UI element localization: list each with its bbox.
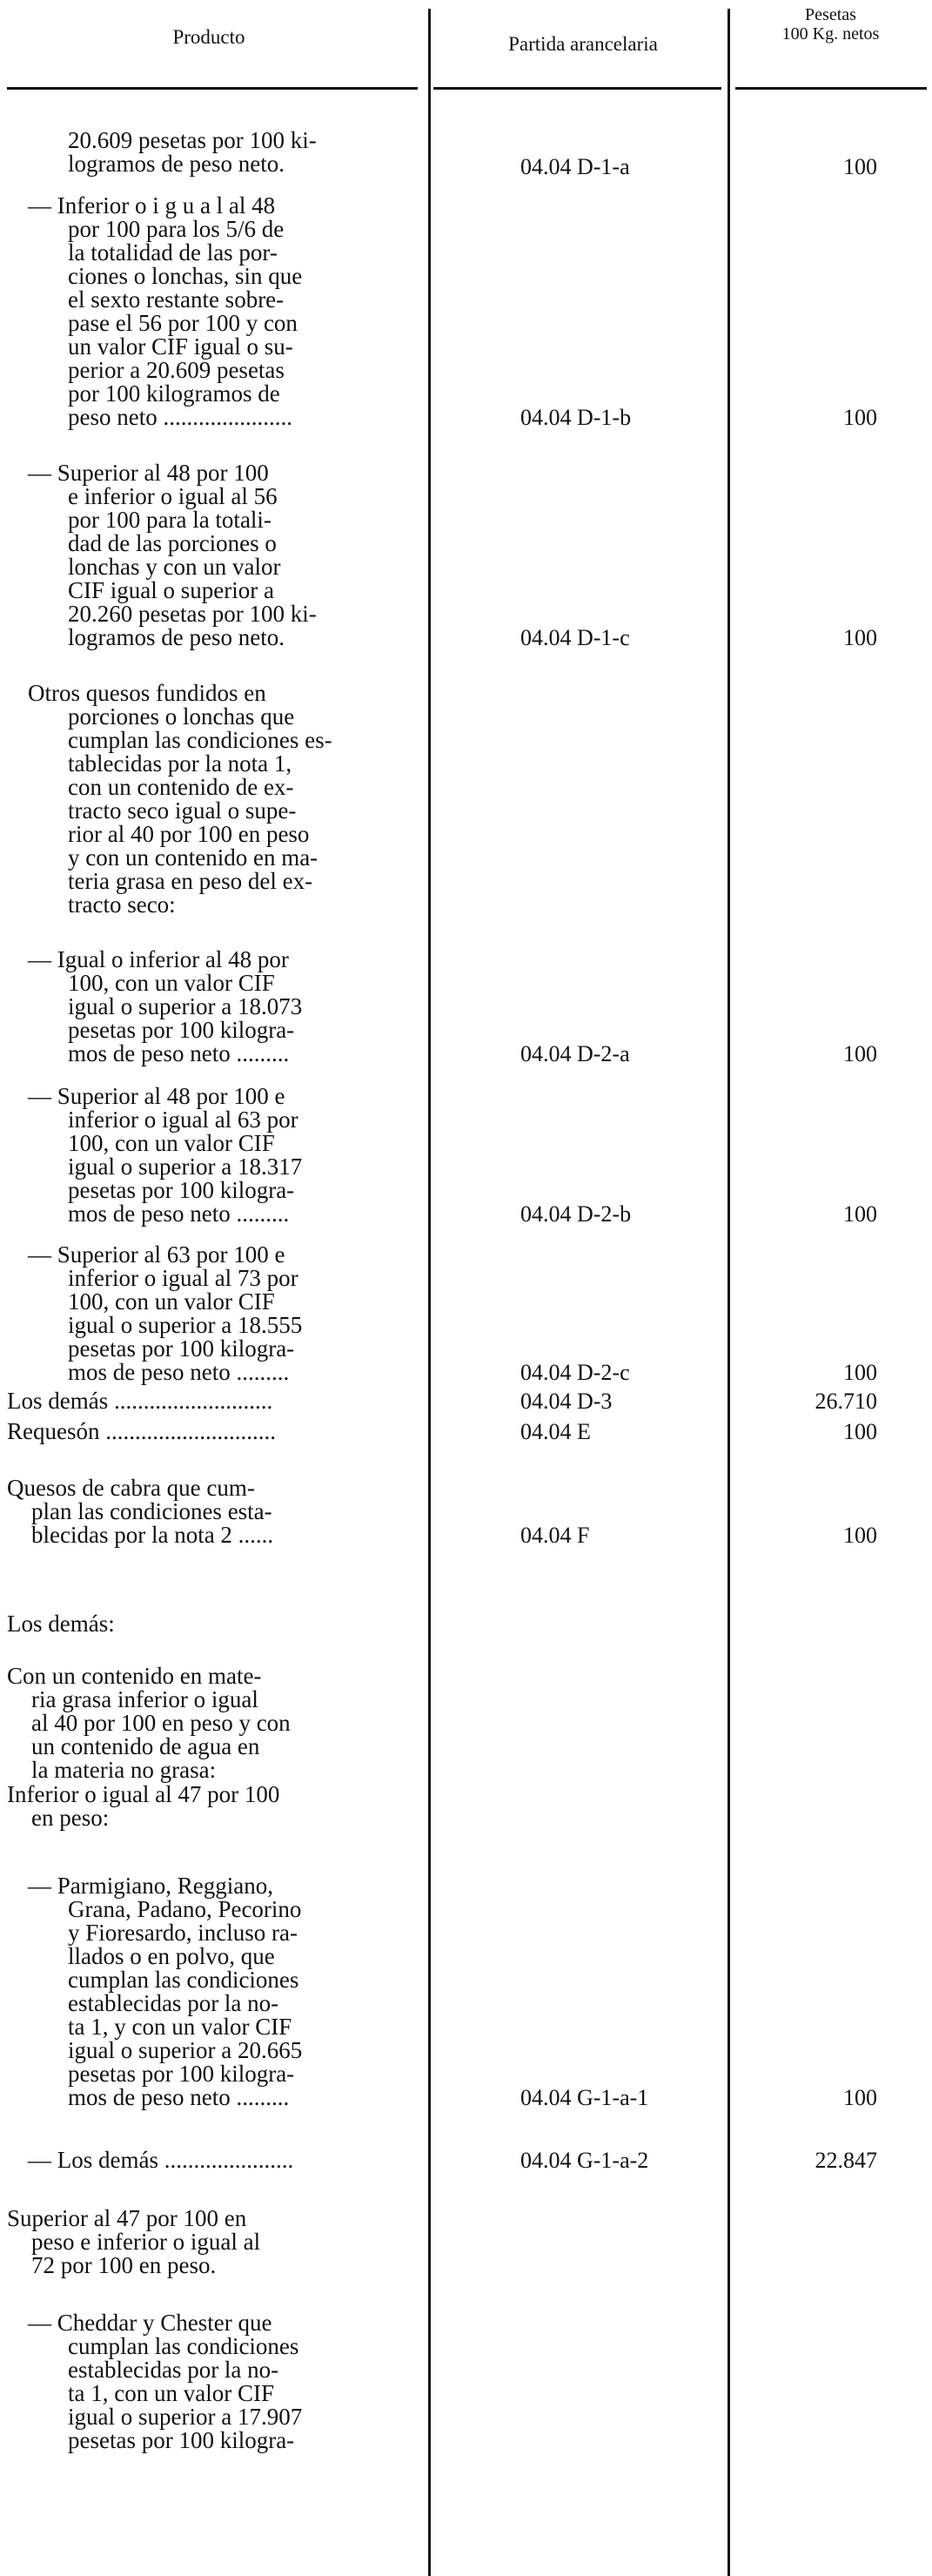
pesetas-value: 26.710 [815, 1389, 877, 1414]
product-text-line: ta 1, con un valor CIF [68, 2380, 274, 2406]
product-text-line: inferior o igual al 73 por [68, 1265, 298, 1291]
product-text-line: lonchas y con un valor [68, 554, 281, 580]
pesetas-value: 100 [843, 1201, 877, 1227]
partida-code: 04.04 D-1-b [520, 405, 632, 430]
product-text-line: pesetas por 100 kilogra- [68, 1177, 295, 1203]
product-text-line: mos de peso neto ......... [68, 2084, 290, 2110]
product-text-line: pesetas por 100 kilogra- [68, 2427, 295, 2453]
product-text-line: perior a 20.609 pesetas [68, 357, 285, 383]
product-text-line: peso neto ...................... [68, 404, 292, 430]
product-text-line: — Los demás ...................... [28, 2147, 294, 2173]
product-text-line: igual o superior a 18.555 [68, 1312, 303, 1338]
product-text-line: Otros quesos fundidos en [28, 680, 266, 706]
product-text-line: Los demás: [7, 1611, 115, 1637]
partida-code: 04.04 D-2-b [520, 1201, 632, 1227]
product-text-line: cumplan las condiciones [68, 1967, 299, 1993]
partida-code: 04.04 G-1-a-1 [520, 2085, 649, 2110]
product-text-line: e inferior o igual al 56 [68, 483, 278, 509]
partida-code: 04.04 E [520, 1419, 591, 1444]
header-partida: Partida arancelaria [508, 33, 658, 55]
product-text-line: igual o superior a 18.317 [68, 1153, 303, 1180]
product-text-line: igual o superior a 18.073 [68, 993, 303, 1019]
product-text-line: 100, con un valor CIF [68, 1130, 275, 1156]
product-text-line: — Inferior o i g u a l al 48 [28, 192, 276, 219]
product-text-line: mos de peso neto ......... [68, 1201, 290, 1227]
header-rule-mid [433, 87, 721, 90]
product-text-line: — Superior al 48 por 100 [28, 460, 269, 486]
product-text-line: — Igual o inferior al 48 por [28, 946, 289, 972]
product-text-line: al 40 por 100 en peso y con [31, 1710, 291, 1736]
product-text-line: el sexto restante sobre- [68, 286, 285, 313]
product-text-line: inferior o igual al 63 por [68, 1106, 298, 1133]
pesetas-value: 22.847 [815, 2148, 877, 2173]
product-text-line: ria grasa inferior o igual [31, 1686, 258, 1712]
product-text-line: la totalidad de las por- [68, 239, 278, 266]
product-text-line: pase el 56 por 100 y con [68, 310, 298, 336]
product-text-line: logramos de peso neto. [68, 624, 285, 650]
product-text-line: 100, con un valor CIF [68, 1288, 275, 1315]
product-text-line: establecidas por la no- [68, 2357, 279, 2383]
product-text-line: Grana, Padano, Pecorino [68, 1896, 302, 1922]
product-text-line: — Cheddar y Chester que [28, 2310, 272, 2336]
product-text-line: mos de peso neto ......... [68, 1359, 290, 1385]
product-text-line: plan las condiciones esta- [31, 1498, 272, 1524]
product-text-line: la materia no grasa: [31, 1757, 217, 1783]
pesetas-value: 100 [843, 405, 877, 430]
pesetas-value: 100 [843, 1523, 877, 1548]
product-text-line: tablecidas por la nota 1, [68, 750, 292, 777]
product-text-line: por 100 para la totali- [68, 507, 272, 533]
product-text-line: mos de peso neto ......... [68, 1040, 290, 1066]
product-text-line: llados o en polvo, que [68, 1943, 275, 1969]
product-text-line: ta 1, y con un valor CIF [68, 2014, 292, 2040]
partida-code: 04.04 D-1-c [520, 625, 630, 650]
pesetas-value: 100 [843, 625, 877, 650]
pesetas-value: 100 [843, 2085, 877, 2110]
product-text-line: porciones o lonchas que [68, 703, 295, 730]
column-divider-2 [727, 9, 730, 2576]
product-text-line: — Parmigiano, Reggiano, [28, 1873, 273, 1899]
product-text-line: en peso: [31, 1805, 110, 1831]
product-text-line: y con un contenido en ma- [68, 844, 318, 871]
header-pesetas-line1: Pesetas [805, 5, 856, 24]
pesetas-value: 100 [843, 154, 877, 179]
partida-code: 04.04 D-1-a [520, 154, 630, 179]
header-rule-left [7, 87, 418, 90]
partida-code: 04.04 D-2-a [520, 1041, 630, 1066]
product-text-line: 20.609 pesetas por 100 ki- [68, 127, 317, 153]
product-text-line: pesetas por 100 kilogra- [68, 1017, 295, 1043]
product-text-line: Superior al 47 por 100 en [7, 2205, 247, 2231]
product-text-line: cumplan las condiciones [68, 2333, 299, 2359]
product-text-line: 20.260 pesetas por 100 ki- [68, 601, 317, 627]
product-text-line: tracto seco igual o supe- [68, 797, 297, 824]
product-text-line: pesetas por 100 kilogra- [68, 2061, 295, 2087]
product-text-line: — Superior al 48 por 100 e [28, 1083, 285, 1109]
product-text-line: con un contenido de ex- [68, 774, 294, 800]
product-text-line: blecidas por la nota 2 ...... [31, 1522, 274, 1548]
product-text-line: Los demás ........................... [7, 1388, 273, 1414]
product-text-line: por 100 para los 5/6 de [68, 216, 285, 242]
partida-code: 04.04 D-3 [520, 1389, 613, 1414]
header-producto: Producto [172, 26, 245, 48]
product-text-line: ciones o lonchas, sin que [68, 263, 303, 289]
product-text-line: por 100 kilogramos de [68, 380, 280, 407]
product-text-line: un contenido de agua en [31, 1733, 260, 1759]
product-text-line: y Fioresardo, incluso ra- [68, 1920, 298, 1946]
product-text-line: igual o superior a 17.907 [68, 2404, 303, 2430]
header-pesetas [733, 5, 929, 44]
product-text-line: Requesón ............................. [7, 1418, 276, 1444]
product-text-line: rior al 40 por 100 en peso [68, 821, 310, 847]
product-text-line: dad de las porciones o [68, 530, 277, 556]
product-text-line: Quesos de cabra que cum- [7, 1475, 255, 1501]
partida-code: 04.04 G-1-a-2 [520, 2148, 649, 2173]
product-text-line: igual o superior a 20.665 [68, 2037, 303, 2063]
product-text-line: logramos de peso neto. [68, 151, 285, 177]
product-text-line: teria grasa en peso del ex- [68, 868, 313, 894]
product-text-line: — Superior al 63 por 100 e [28, 1241, 285, 1268]
product-text-line: CIF igual o superior a [68, 577, 274, 603]
product-text-line: cumplan las condiciones es- [68, 727, 332, 753]
pesetas-value: 100 [843, 1360, 877, 1385]
product-text-line: 100, con un valor CIF [68, 970, 275, 996]
product-text-line: 72 por 100 en peso. [31, 2252, 217, 2278]
partida-code: 04.04 F [520, 1523, 590, 1548]
product-text-line: establecidas por la no- [68, 1990, 279, 2016]
product-text-line: Inferior o igual al 47 por 100 [7, 1781, 280, 1807]
product-text-line: Con un contenido en mate- [7, 1663, 262, 1689]
product-text-line: pesetas por 100 kilogra- [68, 1335, 295, 1362]
partida-code: 04.04 D-2-c [520, 1360, 630, 1385]
pesetas-value: 100 [843, 1041, 877, 1066]
header-rule-right [735, 87, 927, 90]
product-text-line: un valor CIF igual o su- [68, 333, 293, 360]
column-divider-1 [428, 9, 431, 2576]
product-text-line: peso e inferior o igual al [31, 2229, 261, 2255]
header-pesetas-line2: 100 Kg. netos [781, 24, 880, 44]
product-text-line: tracto seco: [68, 891, 176, 918]
pesetas-value: 100 [843, 1419, 877, 1444]
